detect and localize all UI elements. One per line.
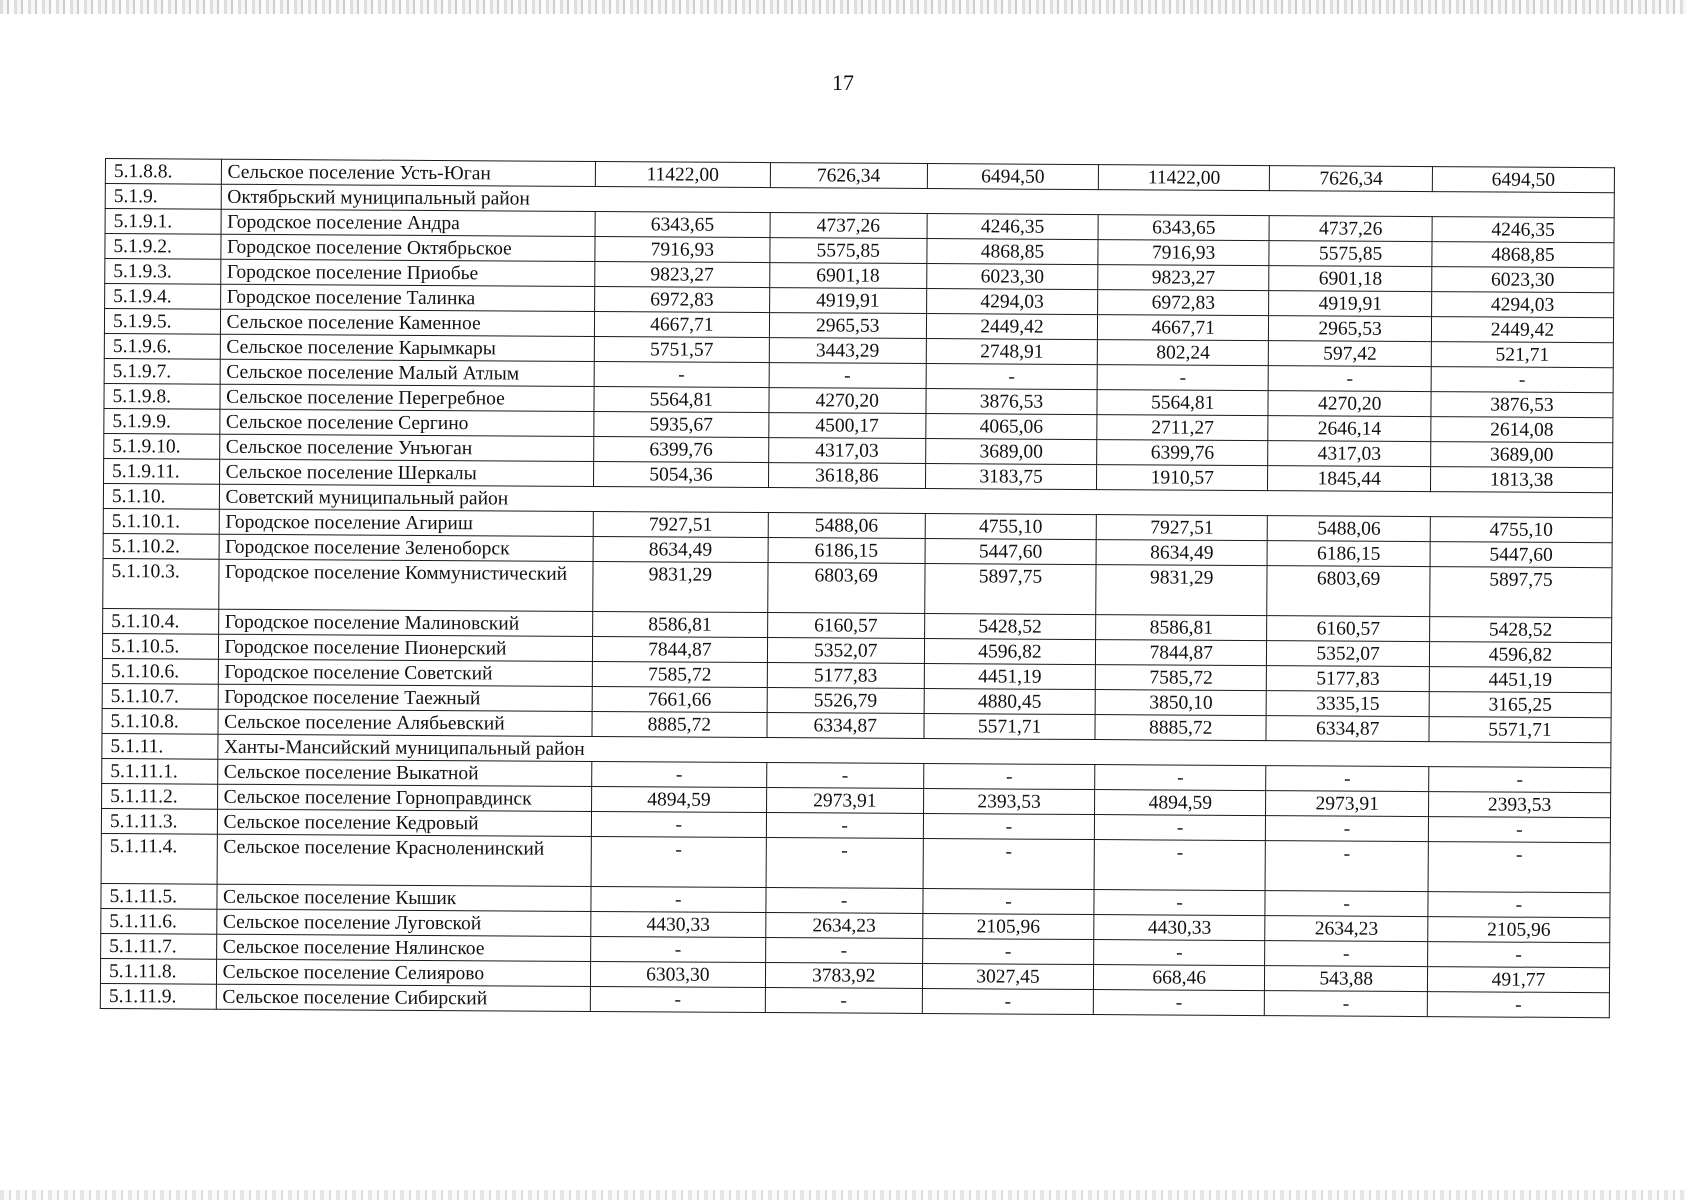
value-cell: 4667,71 xyxy=(1098,315,1269,341)
value-cell: 4596,82 xyxy=(924,639,1095,665)
settlement-name: Сельское поселение Каменное xyxy=(220,309,595,336)
value-cell: 6972,83 xyxy=(595,286,770,312)
value-cell: 6334,87 xyxy=(767,713,924,739)
value-cell: - xyxy=(1428,817,1610,843)
value-cell: 5488,06 xyxy=(1268,516,1431,542)
value-cell: 4317,03 xyxy=(768,438,925,464)
value-cell: 3876,53 xyxy=(1431,392,1613,418)
value-cell: 4294,03 xyxy=(926,289,1097,315)
value-cell: 4246,35 xyxy=(1432,217,1614,243)
value-cell: 6343,65 xyxy=(595,211,770,237)
value-cell: 5564,81 xyxy=(1097,390,1268,416)
value-cell: - xyxy=(1097,365,1268,391)
value-cell: 5177,83 xyxy=(767,663,924,689)
row-code: 5.1.11.6. xyxy=(101,908,217,934)
value-cell: 6023,30 xyxy=(1432,267,1614,293)
value-cell: 8634,49 xyxy=(1096,540,1267,566)
value-cell: - xyxy=(591,886,766,912)
settlement-name: Сельское поселение Алябьевский xyxy=(218,709,593,736)
value-cell: 7844,87 xyxy=(1096,640,1267,666)
settlement-name: Сельское поселение Нялинское xyxy=(216,934,591,961)
value-cell: 5488,06 xyxy=(768,513,925,539)
value-cell: - xyxy=(1265,891,1428,917)
value-cell: 2105,96 xyxy=(923,914,1094,940)
row-code: 5.1.10.6. xyxy=(102,658,218,684)
row-code: 5.1.11.7. xyxy=(101,933,217,959)
value-cell: 6186,15 xyxy=(1267,541,1430,567)
value-cell: 6023,30 xyxy=(927,264,1098,290)
value-cell: - xyxy=(1427,992,1609,1018)
value-cell: 9831,29 xyxy=(593,561,768,612)
value-cell: 1845,44 xyxy=(1268,466,1431,492)
value-cell: - xyxy=(765,988,922,1014)
value-cell: 4270,20 xyxy=(1268,391,1431,417)
value-cell: 3443,29 xyxy=(769,338,926,364)
settlement-name: Сельское поселение Шеркалы xyxy=(219,459,594,486)
value-cell: - xyxy=(923,839,1095,890)
value-cell: 5897,75 xyxy=(925,564,1097,615)
value-cell: 9831,29 xyxy=(1096,565,1268,616)
row-code: 5.1.11.9. xyxy=(100,983,216,1009)
row-code: 5.1.11.5. xyxy=(101,883,217,909)
value-cell: 5352,07 xyxy=(767,638,924,664)
value-cell: 7916,93 xyxy=(1098,240,1269,266)
value-cell: 5447,60 xyxy=(925,539,1096,565)
value-cell: - xyxy=(926,364,1097,390)
row-code: 5.1.11. xyxy=(102,733,218,759)
row-code: 5.1.10.7. xyxy=(102,683,218,709)
tariff-table xyxy=(100,158,1615,1018)
value-cell: 4894,59 xyxy=(592,786,767,812)
row-code: 5.1.9.1. xyxy=(105,209,221,235)
value-cell: 4246,35 xyxy=(927,214,1098,240)
value-cell: 7916,93 xyxy=(595,236,770,262)
value-cell: 5751,57 xyxy=(594,336,769,362)
value-cell: 2614,08 xyxy=(1431,417,1613,443)
settlement-name: Сельское поселение Усть-Юган xyxy=(221,159,596,186)
value-cell: 5935,67 xyxy=(594,411,769,437)
value-cell: 3165,25 xyxy=(1429,692,1611,718)
value-cell: 8634,49 xyxy=(593,536,768,562)
value-cell: 7626,34 xyxy=(1270,166,1433,192)
settlement-name: Сельское поселение Малый Атлым xyxy=(220,359,595,386)
value-cell: - xyxy=(1268,366,1431,392)
row-code: 5.1.11.2. xyxy=(102,783,218,809)
value-cell: - xyxy=(766,813,923,839)
value-cell: 5575,85 xyxy=(1269,241,1432,267)
row-code: 5.1.11.1. xyxy=(102,758,218,784)
value-cell: - xyxy=(1429,767,1611,793)
value-cell: 2973,91 xyxy=(1266,791,1429,817)
row-code: 5.1.9.6. xyxy=(104,333,220,359)
value-cell: 7585,72 xyxy=(592,661,767,687)
value-cell: - xyxy=(922,989,1093,1015)
value-cell: 9823,27 xyxy=(595,261,770,287)
value-cell: 8586,81 xyxy=(1096,615,1267,641)
row-code: 5.1.10.2. xyxy=(103,533,219,559)
value-cell: 6303,30 xyxy=(591,961,766,987)
settlement-name: Городское поселение Октябрьское xyxy=(220,234,595,261)
value-cell: 7626,34 xyxy=(770,163,927,189)
value-cell: 7585,72 xyxy=(1095,665,1266,691)
value-cell: 2973,91 xyxy=(766,788,923,814)
settlement-name: Городское поселение Зеленоборск xyxy=(219,534,594,561)
row-code: 5.1.11.8. xyxy=(100,958,216,984)
value-cell: 6186,15 xyxy=(768,538,925,564)
settlement-name: Сельское поселение Селиярово xyxy=(216,959,591,986)
value-cell: 8885,72 xyxy=(592,711,767,737)
value-cell: 4430,33 xyxy=(591,911,766,937)
value-cell: 3689,00 xyxy=(926,439,1097,465)
settlement-name: Городское поселение Пионерский xyxy=(218,634,593,661)
value-cell: - xyxy=(765,888,922,914)
value-cell: 668,46 xyxy=(1094,965,1265,991)
value-cell: - xyxy=(591,936,766,962)
value-cell: 6901,18 xyxy=(1269,266,1432,292)
value-cell: - xyxy=(923,814,1094,840)
value-cell: 3335,15 xyxy=(1266,691,1429,717)
value-cell: - xyxy=(1094,940,1265,966)
value-cell: 4737,26 xyxy=(770,213,927,239)
row-code: 5.1.9.11. xyxy=(104,458,220,484)
value-cell: 2711,27 xyxy=(1097,415,1268,441)
section-title: Ханты-Мансийский муниципальный район xyxy=(217,734,1611,768)
value-cell: 4880,45 xyxy=(924,689,1095,715)
row-code: 5.1.9.8. xyxy=(104,383,220,409)
value-cell: - xyxy=(1094,840,1266,891)
row-code: 5.1.10. xyxy=(103,483,219,509)
value-cell: 6494,50 xyxy=(927,164,1098,190)
value-cell: 11422,00 xyxy=(595,161,770,187)
value-cell: 2449,42 xyxy=(1431,317,1613,343)
value-cell: 6399,76 xyxy=(1097,440,1268,466)
value-cell: - xyxy=(594,361,769,387)
value-cell: 5428,52 xyxy=(1430,617,1612,643)
value-cell: - xyxy=(922,939,1093,965)
value-cell: 9823,27 xyxy=(1098,265,1269,291)
value-cell: 7661,66 xyxy=(592,686,767,712)
value-cell: 4737,26 xyxy=(1269,216,1432,242)
value-cell: - xyxy=(924,764,1095,790)
value-cell: 2634,23 xyxy=(765,913,922,939)
value-cell: 6334,87 xyxy=(1266,716,1429,742)
value-cell: 5571,71 xyxy=(1429,717,1611,743)
value-cell: 6901,18 xyxy=(769,263,926,289)
value-cell: 2965,53 xyxy=(769,313,926,339)
settlement-name: Сельское поселение Кедровый xyxy=(217,809,592,836)
settlement-name: Городское поселение Андра xyxy=(221,209,596,236)
value-cell: 2748,91 xyxy=(926,339,1097,365)
value-cell: - xyxy=(1266,766,1429,792)
value-cell: 4317,03 xyxy=(1268,441,1431,467)
settlement-name: Сельское поселение Красноленинский xyxy=(217,834,592,886)
table-body xyxy=(100,159,1614,1018)
value-cell: - xyxy=(1094,890,1265,916)
value-cell: 6972,83 xyxy=(1098,290,1269,316)
value-cell: 5526,79 xyxy=(767,688,924,714)
row-code: 5.1.10.4. xyxy=(103,608,219,634)
value-cell: 3850,10 xyxy=(1095,690,1266,716)
value-cell: - xyxy=(923,889,1094,915)
value-cell: 6343,65 xyxy=(1098,215,1269,241)
value-cell: 6160,57 xyxy=(767,613,924,639)
page-number: 17 xyxy=(832,70,854,95)
value-cell: 6160,57 xyxy=(1267,616,1430,642)
value-cell: 8885,72 xyxy=(1095,715,1266,741)
settlement-name: Сельское поселение Сергино xyxy=(219,409,594,436)
value-cell: 6494,50 xyxy=(1432,167,1614,193)
value-cell: 7927,51 xyxy=(593,511,768,537)
value-cell: 4894,59 xyxy=(1095,790,1266,816)
value-cell: 2965,53 xyxy=(1269,316,1432,342)
value-cell: 3689,00 xyxy=(1431,442,1613,468)
settlement-name: Сельское поселение Горноправдинск xyxy=(217,784,592,811)
value-cell: 7844,87 xyxy=(593,636,768,662)
value-cell: 3783,92 xyxy=(765,963,922,989)
value-cell: 1813,38 xyxy=(1430,467,1612,493)
row-code: 5.1.9.5. xyxy=(104,309,220,335)
value-cell: - xyxy=(1265,941,1428,967)
value-cell: 802,24 xyxy=(1097,340,1268,366)
value-cell: - xyxy=(765,938,922,964)
row-code: 5.1.9.7. xyxy=(104,358,220,384)
scan-edge-top xyxy=(0,0,1686,14)
settlement-name: Сельское поселение Кышик xyxy=(216,884,591,911)
row-code: 5.1.10.3. xyxy=(103,558,219,609)
row-code: 5.1.9. xyxy=(105,184,221,210)
value-cell: - xyxy=(1428,842,1610,893)
value-cell: 4294,03 xyxy=(1432,292,1614,318)
value-cell: 3618,86 xyxy=(768,463,925,489)
row-code: 5.1.11.4. xyxy=(101,833,217,884)
value-cell: - xyxy=(592,761,767,787)
value-cell: 5575,85 xyxy=(769,238,926,264)
value-cell: 4755,10 xyxy=(925,514,1096,540)
row-code: 5.1.9.3. xyxy=(105,259,221,285)
value-cell: - xyxy=(1428,892,1610,918)
value-cell: 4919,91 xyxy=(1269,291,1432,317)
value-cell: 4500,17 xyxy=(768,413,925,439)
settlement-name: Сельское поселение Выкатной xyxy=(217,759,592,786)
value-cell: 2646,14 xyxy=(1268,416,1431,442)
value-cell: 4667,71 xyxy=(595,311,770,337)
value-cell: 6803,69 xyxy=(1267,566,1430,617)
value-cell: 5447,60 xyxy=(1430,542,1612,568)
settlement-name: Сельское поселение Карымкары xyxy=(220,334,595,361)
value-cell: 1910,57 xyxy=(1097,465,1268,491)
value-cell: - xyxy=(1428,942,1610,968)
row-code: 5.1.10.1. xyxy=(103,508,219,534)
row-code: 5.1.9.2. xyxy=(105,234,221,260)
value-cell: 8586,81 xyxy=(593,611,768,637)
settlement-name: Городское поселение Малиновский xyxy=(218,609,593,636)
value-cell: 4755,10 xyxy=(1430,517,1612,543)
value-cell: - xyxy=(766,763,923,789)
value-cell: 4868,85 xyxy=(1432,242,1614,268)
value-cell: - xyxy=(769,363,926,389)
section-title: Октябрьский муниципальный район xyxy=(221,184,1615,218)
value-cell: - xyxy=(1095,765,1266,791)
value-cell: - xyxy=(1431,367,1613,393)
value-cell: 543,88 xyxy=(1265,966,1428,992)
settlement-name: Городское поселение Коммунистический xyxy=(218,559,593,611)
value-cell: 4596,82 xyxy=(1429,642,1611,668)
row-code: 5.1.8.8. xyxy=(105,159,221,185)
value-cell: 5428,52 xyxy=(924,614,1095,640)
value-cell: - xyxy=(1265,841,1428,892)
value-cell: 6803,69 xyxy=(767,563,925,614)
value-cell: 2449,42 xyxy=(926,314,1097,340)
value-cell: 521,71 xyxy=(1431,342,1613,368)
value-cell: - xyxy=(592,811,767,837)
value-cell: 5571,71 xyxy=(924,714,1095,740)
value-cell: 491,77 xyxy=(1427,967,1609,993)
value-cell: 5054,36 xyxy=(594,461,769,487)
value-cell: 4868,85 xyxy=(927,239,1098,265)
value-cell: 5352,07 xyxy=(1267,641,1430,667)
value-cell: 3027,45 xyxy=(922,964,1093,990)
value-cell: - xyxy=(590,986,765,1012)
value-cell: 4430,33 xyxy=(1094,915,1265,941)
section-title: Советский муниципальный район xyxy=(219,484,1613,518)
value-cell: 2105,96 xyxy=(1428,917,1610,943)
row-code: 5.1.9.9. xyxy=(104,408,220,434)
row-code: 5.1.9.4. xyxy=(105,284,221,310)
value-cell: 4919,91 xyxy=(769,288,926,314)
settlement-name: Сельское поселение Сибирский xyxy=(216,984,591,1011)
value-cell: 2634,23 xyxy=(1265,916,1428,942)
value-cell: 4065,06 xyxy=(926,414,1097,440)
row-code: 5.1.9.10. xyxy=(104,433,220,459)
value-cell: 4270,20 xyxy=(769,388,926,414)
value-cell: 3876,53 xyxy=(926,389,1097,415)
value-cell: - xyxy=(1093,990,1264,1016)
value-cell: - xyxy=(1266,816,1429,842)
value-cell: 6399,76 xyxy=(594,436,769,462)
value-cell: 2393,53 xyxy=(923,789,1094,815)
value-cell: - xyxy=(1094,815,1265,841)
settlement-name: Сельское поселение Луговской xyxy=(216,909,591,936)
value-cell: 4451,19 xyxy=(1429,667,1611,693)
settlement-name: Сельское поселение Унъюган xyxy=(219,434,594,461)
value-cell: - xyxy=(766,838,924,889)
value-cell: 5177,83 xyxy=(1267,666,1430,692)
value-cell: 3183,75 xyxy=(925,464,1096,490)
value-cell: 7927,51 xyxy=(1096,515,1267,541)
value-cell: 5897,75 xyxy=(1430,567,1612,618)
settlement-name: Городское поселение Талинка xyxy=(220,284,595,311)
settlement-name: Городское поселение Агириш xyxy=(219,509,594,536)
settlement-name: Городское поселение Советский xyxy=(218,659,593,686)
settlement-name: Сельское поселение Перегребное xyxy=(220,384,595,411)
value-cell: 4451,19 xyxy=(924,664,1095,690)
scan-edge-bottom xyxy=(0,1190,1686,1200)
table-row xyxy=(103,558,1612,617)
value-cell: 597,42 xyxy=(1269,341,1432,367)
settlement-name: Городское поселение Таежный xyxy=(218,684,593,711)
row-code: 5.1.10.5. xyxy=(102,633,218,659)
row-code: 5.1.11.3. xyxy=(101,808,217,834)
row-code: 5.1.10.8. xyxy=(102,708,218,734)
value-cell: - xyxy=(591,836,766,887)
value-cell: - xyxy=(1265,991,1428,1017)
settlement-name: Городское поселение Приобье xyxy=(220,259,595,286)
value-cell: 2393,53 xyxy=(1429,792,1611,818)
table-row xyxy=(101,833,1610,892)
value-cell: 11422,00 xyxy=(1098,165,1269,191)
value-cell: 5564,81 xyxy=(594,386,769,412)
